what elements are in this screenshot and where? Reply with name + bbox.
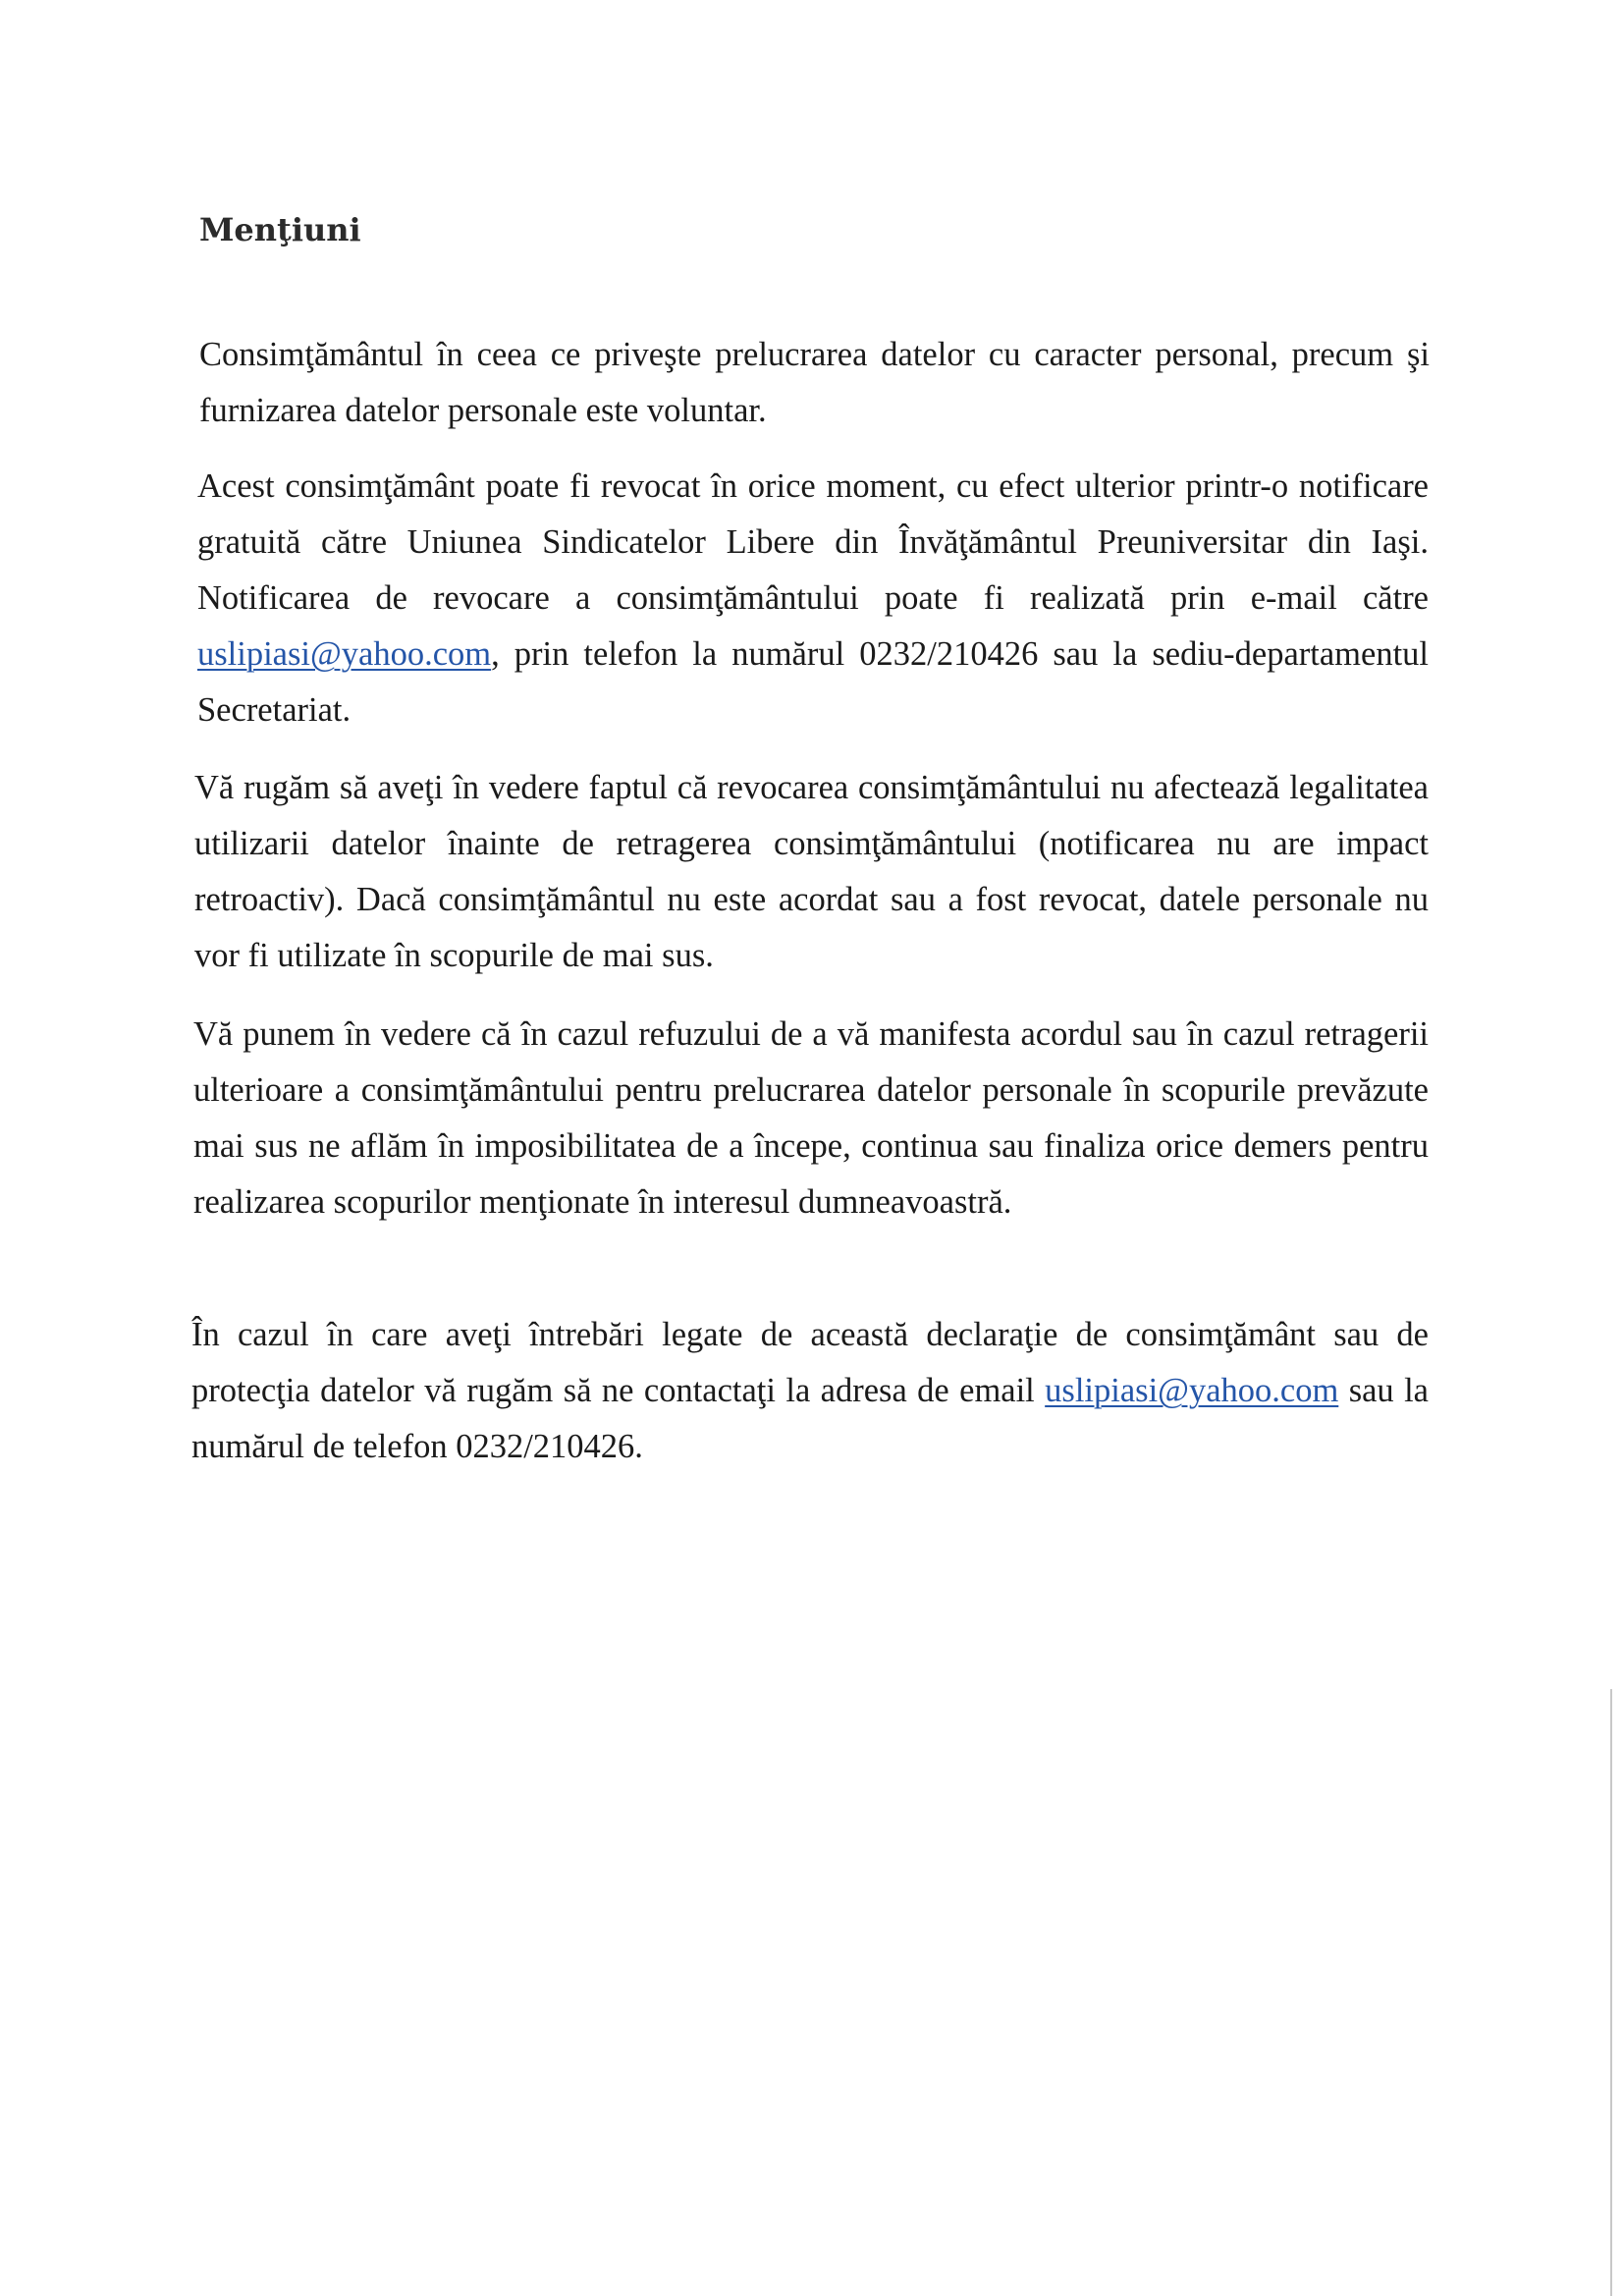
paragraph-revocation-text-end: , prin telefon la numărul 0232/210426 sau la sediu-departamentul Secretariat. — [197, 635, 1429, 729]
paragraph-contact — [191, 1307, 1429, 1475]
paragraph-consent-voluntary: Consimţământul în ceea ce priveşte prelucrarea datelor cu caracter personal, precum şi furnizarea datelor personale este voluntar. — [199, 336, 1430, 429]
paragraph-revocation-text-start: Acest consimţământ poate fi revocat în orice moment, cu efect ulterior printr-o notificare gratuită către Uniunea Sindicatelor Libere din Învăţământul Preuniversitar din Iaşi. Notificarea de revocare a consimţământului poate fi realizată prin e-mail către — [197, 467, 1429, 617]
paragraph-contact-text-end: sau la numărul de telefon 0232/210426. — [191, 1372, 1429, 1465]
email-link[interactable]: uslipiasi@yahoo.com — [197, 635, 492, 673]
paragraph-revocation — [197, 459, 1429, 738]
scan-edge-line — [1610, 1689, 1612, 2296]
page-title: Menţiuni — [199, 211, 361, 248]
contact-email-link[interactable]: uslipiasi@yahoo.com — [1045, 1372, 1339, 1409]
paragraph-contact-text-start: În cazul în care aveţi întrebări legate de această declaraţie de consimţământ sau de protecţia datelor vă rugăm să ne contactaţi la adresa de email — [191, 1316, 1429, 1409]
paragraph-legality: Vă rugăm să aveţi în vedere faptul că revocarea consimţământului nu afectează legalitatea utilizarii datelor înainte de retragerea consimţământului (notificarea nu are impact retroactiv). Dacă consimţământul nu este acordat sau a fost revocat, datele personale nu vor fi utilizate în scopurile de mai sus. — [194, 769, 1429, 974]
paragraph-refusal: Vă punem în vedere că în cazul refuzului de a vă manifesta acordul sau în cazul retragerii ulterioare a consimţământului pentru prelucrarea datelor personale în scopurile prevăzute mai sus ne aflăm în imposibilitatea de a începe, continua sau finaliza orice demers pentru realizarea scopurilor menţionate în interesul dumneavoastră. — [193, 1015, 1429, 1221]
